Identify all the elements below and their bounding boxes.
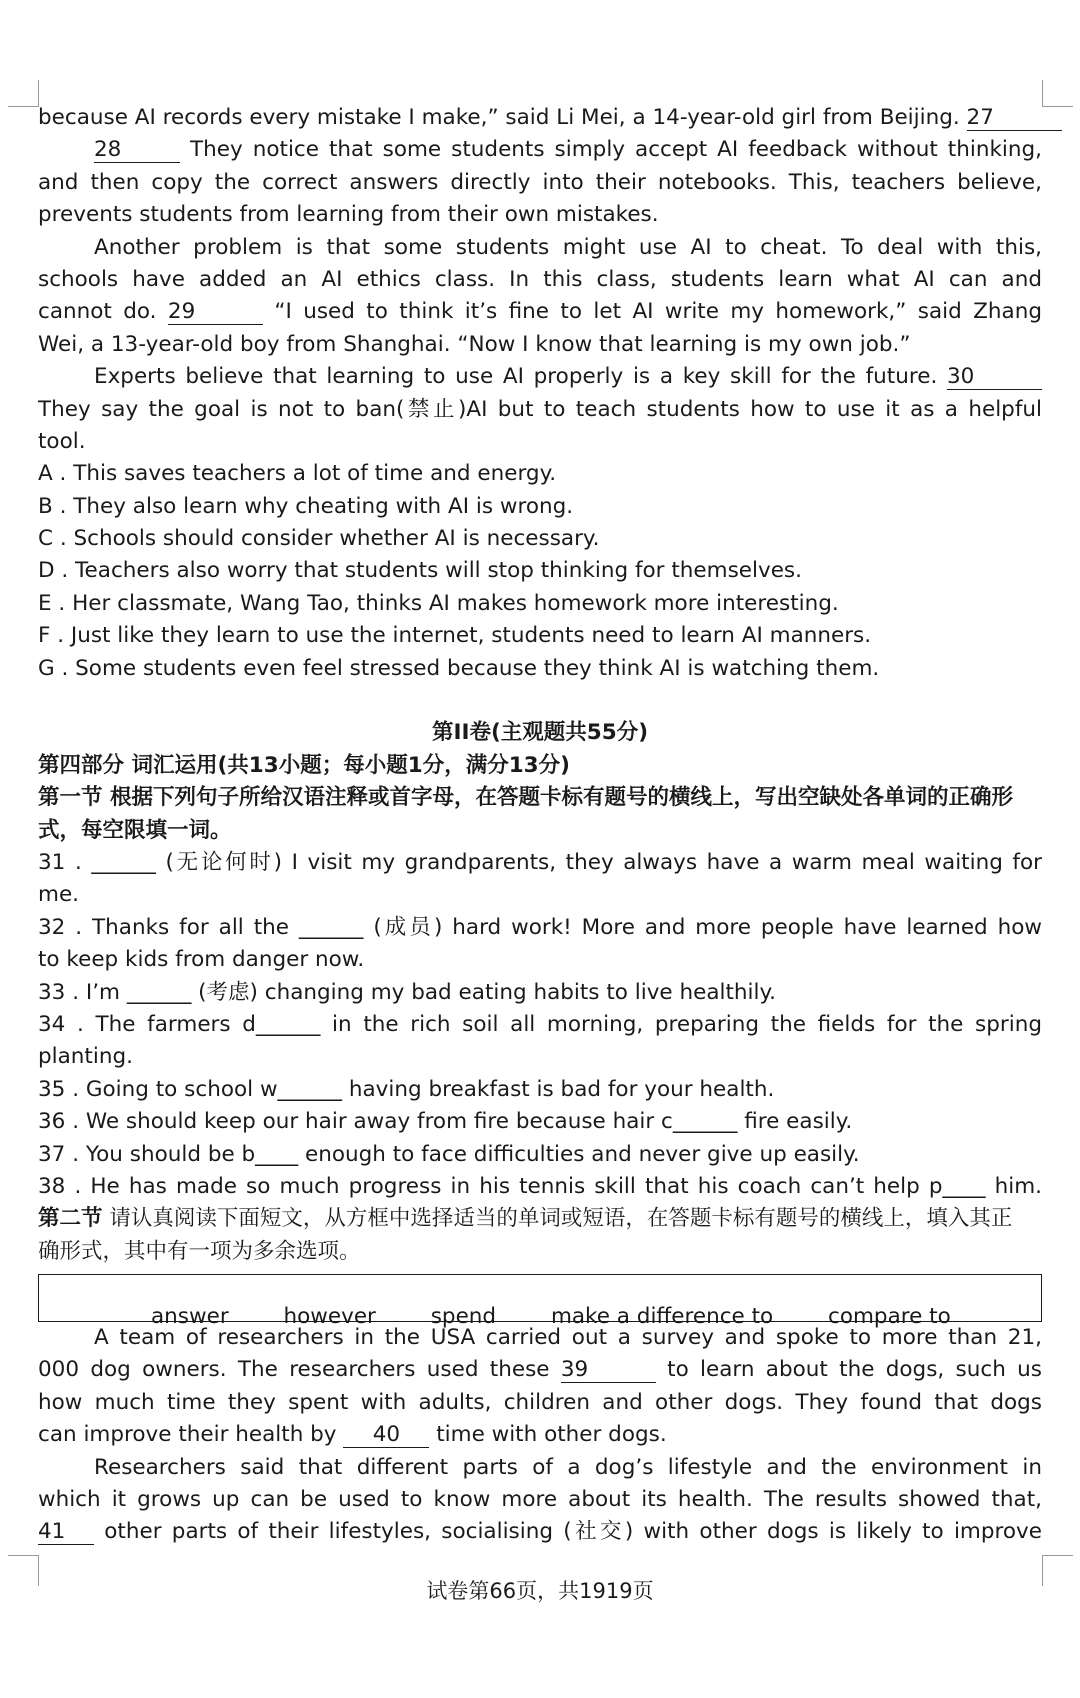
section1-instruction-cont: 式，每空限填一词。 (38, 817, 232, 843)
passage2-line: Researchers said that different parts of a dog’s lifestyle and the environment in (94, 1454, 1042, 1480)
passage1-text: Experts believe that learning to use AI properly is a key skill for the future. (94, 364, 938, 390)
crop-mark-top-right (1042, 80, 1073, 107)
passage1-line (38, 361, 1042, 393)
blank-39[interactable]: 39 (561, 1358, 656, 1383)
question-32[interactable]: 32 . Thanks for all the ______ (成员) hard work! More and more people have learned how (38, 914, 1042, 940)
passage1-text: cannot do. (38, 299, 157, 325)
blank-27[interactable]: 27 (967, 106, 1062, 131)
word-option: compare to (828, 1303, 951, 1329)
section2-instruction (38, 1203, 1042, 1235)
passage1-line (38, 296, 1042, 328)
passage1-text: They notice that some students simply accept AI feedback without thinking, (190, 137, 1042, 163)
question-31-cont: me. (38, 882, 80, 908)
question-34[interactable]: 34 . The farmers d______ in the rich soil all morning, preparing the fields for the spring (38, 1011, 1042, 1037)
passage2-line: which it grows up can be used to know more about its health. The results showed that, (38, 1487, 1042, 1513)
passage2-line (38, 1419, 1042, 1451)
blank-40[interactable]: 40 (343, 1423, 429, 1448)
blank-41[interactable]: 41 (38, 1520, 94, 1545)
question-37[interactable]: 37 . You should be b____ enough to face difficulties and never give up easily. (38, 1141, 860, 1167)
option-d: D . Teachers also worry that students will stop thinking for themselves. (38, 558, 802, 584)
page-content (38, 102, 1042, 1549)
question-34-cont: planting. (38, 1044, 133, 1070)
crop-mark-top-left (8, 80, 39, 107)
passage1-line: They say the goal is not to ban(禁止)AI but to teach students how to use it as a helpful (38, 396, 1042, 422)
passage2-text: to learn about the dogs, such us (667, 1357, 1042, 1383)
passage1-line: Wei, a 13-year-old boy from Shanghai. “Now I know that learning is my own job.” (38, 331, 911, 357)
passage2-text: 000 dog owners. The researchers used these (38, 1357, 550, 1383)
section2-instruction-cont: 确形式，其中有一项为多余选项。 (38, 1238, 361, 1264)
word-option: however (283, 1303, 376, 1329)
section-title: 第II卷(主观题共55分) (431, 720, 649, 746)
passage1-text: “I used to think it’s fine to let AI write my homework,” said Zhang (274, 299, 1042, 325)
passage2-line (38, 1516, 1042, 1548)
passage1-line: prevents students from learning from their own mistakes. (38, 202, 659, 228)
passage1-line (38, 134, 1042, 166)
option-c: C . Schools should consider whether AI is necessary. (38, 526, 600, 552)
word-option: answer (151, 1303, 229, 1329)
word-option: make a difference to (550, 1303, 774, 1329)
passage1-line: Another problem is that some students might use AI to cheat. To deal with this, (94, 234, 1042, 260)
passage1-line: schools have added an AI ethics class. In this class, students learn what AI can and (38, 266, 1042, 292)
option-e: E . Her classmate, Wang Tao, thinks AI makes homework more interesting. (38, 590, 839, 616)
word-box (38, 1274, 1042, 1329)
question-32-cont: to keep kids from danger now. (38, 947, 365, 973)
section1-instruction: 第一节 根据下列句子所给汉语注释或首字母，在答题卡标有题号的横线上，写出空缺处各单词的正确形 (38, 785, 1013, 811)
question-36[interactable]: 36 . We should keep our hair away from fire because hair c______ fire easily. (38, 1109, 853, 1135)
passage2-text: other parts of their lifestyles, socialising (社交) with other dogs is likely to improve (104, 1519, 1042, 1545)
question-31[interactable]: 31 . ______ (无论何时) I visit my grandparents, they always have a warm meal waiting for (38, 849, 1042, 875)
section2-text: 请认真阅读下面短文，从方框中选择适当的单词或短语，在答题卡标有题号的横线上，填入其正 (102, 1206, 1013, 1232)
question-33[interactable]: 33 . I’m ______ (考虑) changing my bad eating habits to live healthily. (38, 979, 776, 1005)
blank-30[interactable]: 30 (947, 365, 1042, 390)
passage1-line: tool. (38, 428, 86, 454)
passage2-line (38, 1354, 1042, 1386)
part4-heading: 第四部分 词汇运用(共13小题；每小题1分，满分13分) (38, 752, 570, 778)
option-a: A . This saves teachers a lot of time and energy. (38, 461, 557, 487)
passage1-line (38, 102, 1042, 134)
question-35[interactable]: 35 . Going to school w______ having breakfast is bad for your health. (38, 1076, 775, 1102)
option-g: G . Some students even feel stressed because they think AI is watching them. (38, 655, 880, 681)
question-38[interactable]: 38 . He has made so much progress in his tennis skill that his coach can’t help p____ him. (38, 1173, 1042, 1199)
option-f: F . Just like they learn to use the internet, students need to learn AI manners. (38, 623, 872, 649)
page-footer: 试卷第66页，共1919页 (426, 1579, 654, 1603)
passage1-line: and then copy the correct answers directly into their notebooks. This, teachers believe, (38, 169, 1042, 195)
passage2-line: how much time they spent with adults, children and other dogs. They found that dogs (38, 1389, 1042, 1415)
word-option: spend (430, 1303, 497, 1329)
blank-29[interactable]: 29 (168, 300, 263, 325)
passage2-text: can improve their health by (38, 1422, 337, 1448)
blank-28[interactable]: 28 (94, 138, 180, 163)
option-b: B . They also learn why cheating with AI is wrong. (38, 493, 574, 519)
section2-label: 第二节 (38, 1206, 103, 1232)
passage2-text: time with other dogs. (436, 1422, 667, 1448)
passage1-text: because AI records every mistake I make,” said Li Mei, a 14-year-old girl from Beijing. (38, 105, 960, 130)
passage2-line: A team of researchers in the USA carried out a survey and spoke to more than 21, (94, 1325, 1042, 1351)
